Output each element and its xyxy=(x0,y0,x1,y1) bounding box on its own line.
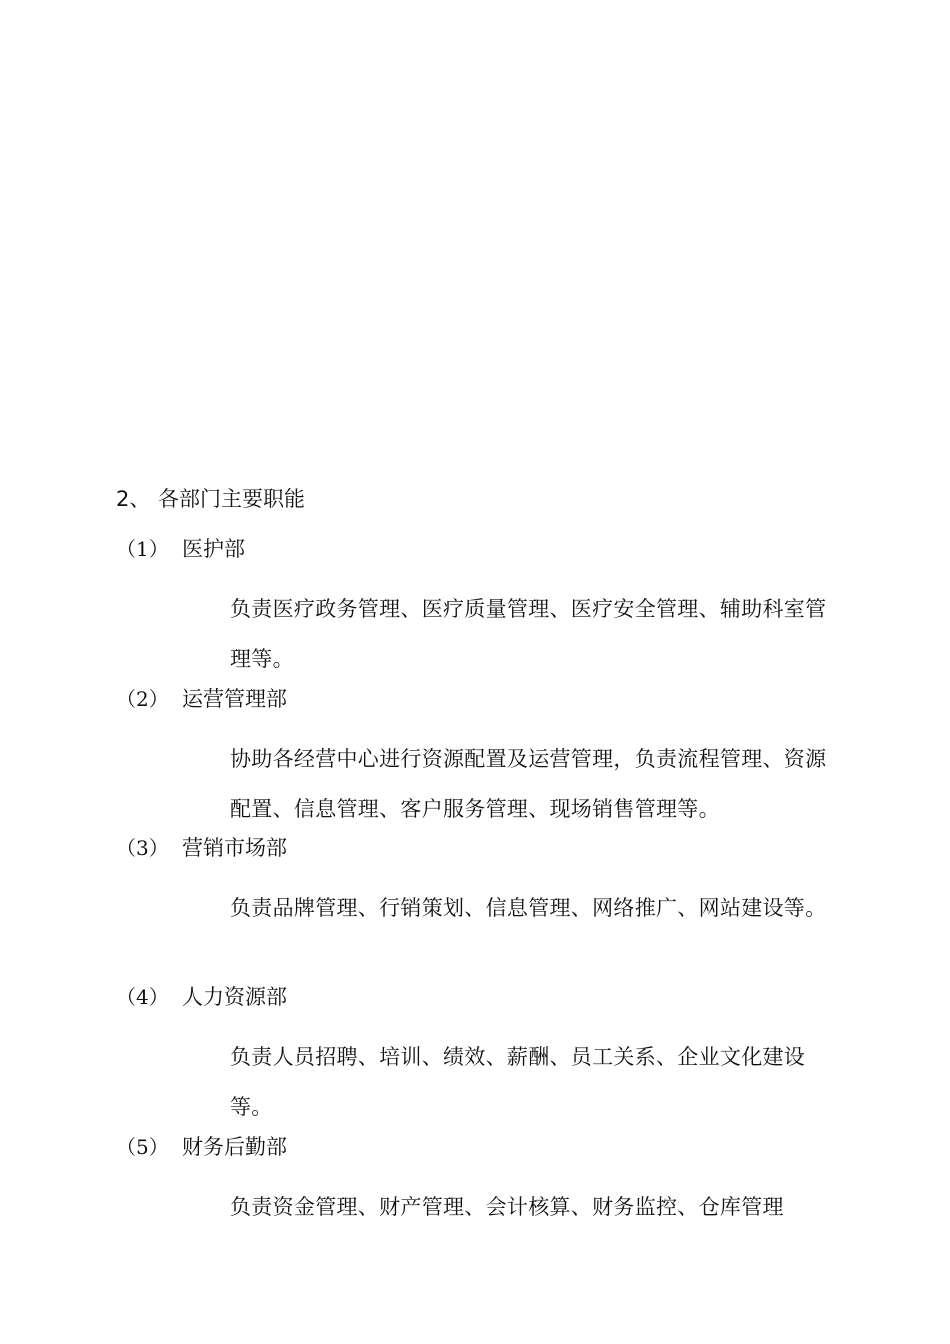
department-index: （3） xyxy=(116,836,169,860)
department-title xyxy=(116,833,876,863)
department-description: 负责医疗政务管理、医疗质量管理、医疗安全管理、辅助科室管理等。 xyxy=(230,597,827,671)
department-name: 人力资源部 xyxy=(182,985,287,1009)
department-description: 负责资金管理、财产管理、会计核算、财务监控、仓库管理 xyxy=(230,1195,784,1219)
department-title xyxy=(116,684,876,714)
department-title xyxy=(116,534,876,564)
department-index: （5） xyxy=(116,1135,169,1159)
section-title: 各部门主要职能 xyxy=(158,487,305,511)
department-name: 营销市场部 xyxy=(182,836,287,860)
department-block-medical xyxy=(116,534,876,684)
department-index: （4） xyxy=(116,985,169,1009)
section-heading xyxy=(116,484,305,514)
department-block-finance xyxy=(116,1132,876,1232)
department-block-hr xyxy=(116,982,876,1132)
department-description: 协助各经营中心进行资源配置及运营管理，负责流程管理、资源配置、信息管理、客户服务管理、现场销售管理等。 xyxy=(230,747,827,821)
section-number: 2、 xyxy=(116,487,151,511)
department-name: 财务后勤部 xyxy=(182,1135,287,1159)
department-block-operations xyxy=(116,684,876,834)
department-index: （1） xyxy=(116,537,169,561)
department-name: 运营管理部 xyxy=(182,687,287,711)
department-index: （2） xyxy=(116,687,169,711)
department-title xyxy=(116,1132,876,1162)
department-description: 负责人员招聘、培训、绩效、薪酬、员工关系、企业文化建设等。 xyxy=(230,1045,806,1119)
department-title xyxy=(116,982,876,1012)
department-block-marketing xyxy=(116,833,876,933)
department-name: 医护部 xyxy=(182,537,245,561)
department-description: 负责品牌管理、行销策划、信息管理、网络推广、网站建设等。 xyxy=(230,896,827,920)
